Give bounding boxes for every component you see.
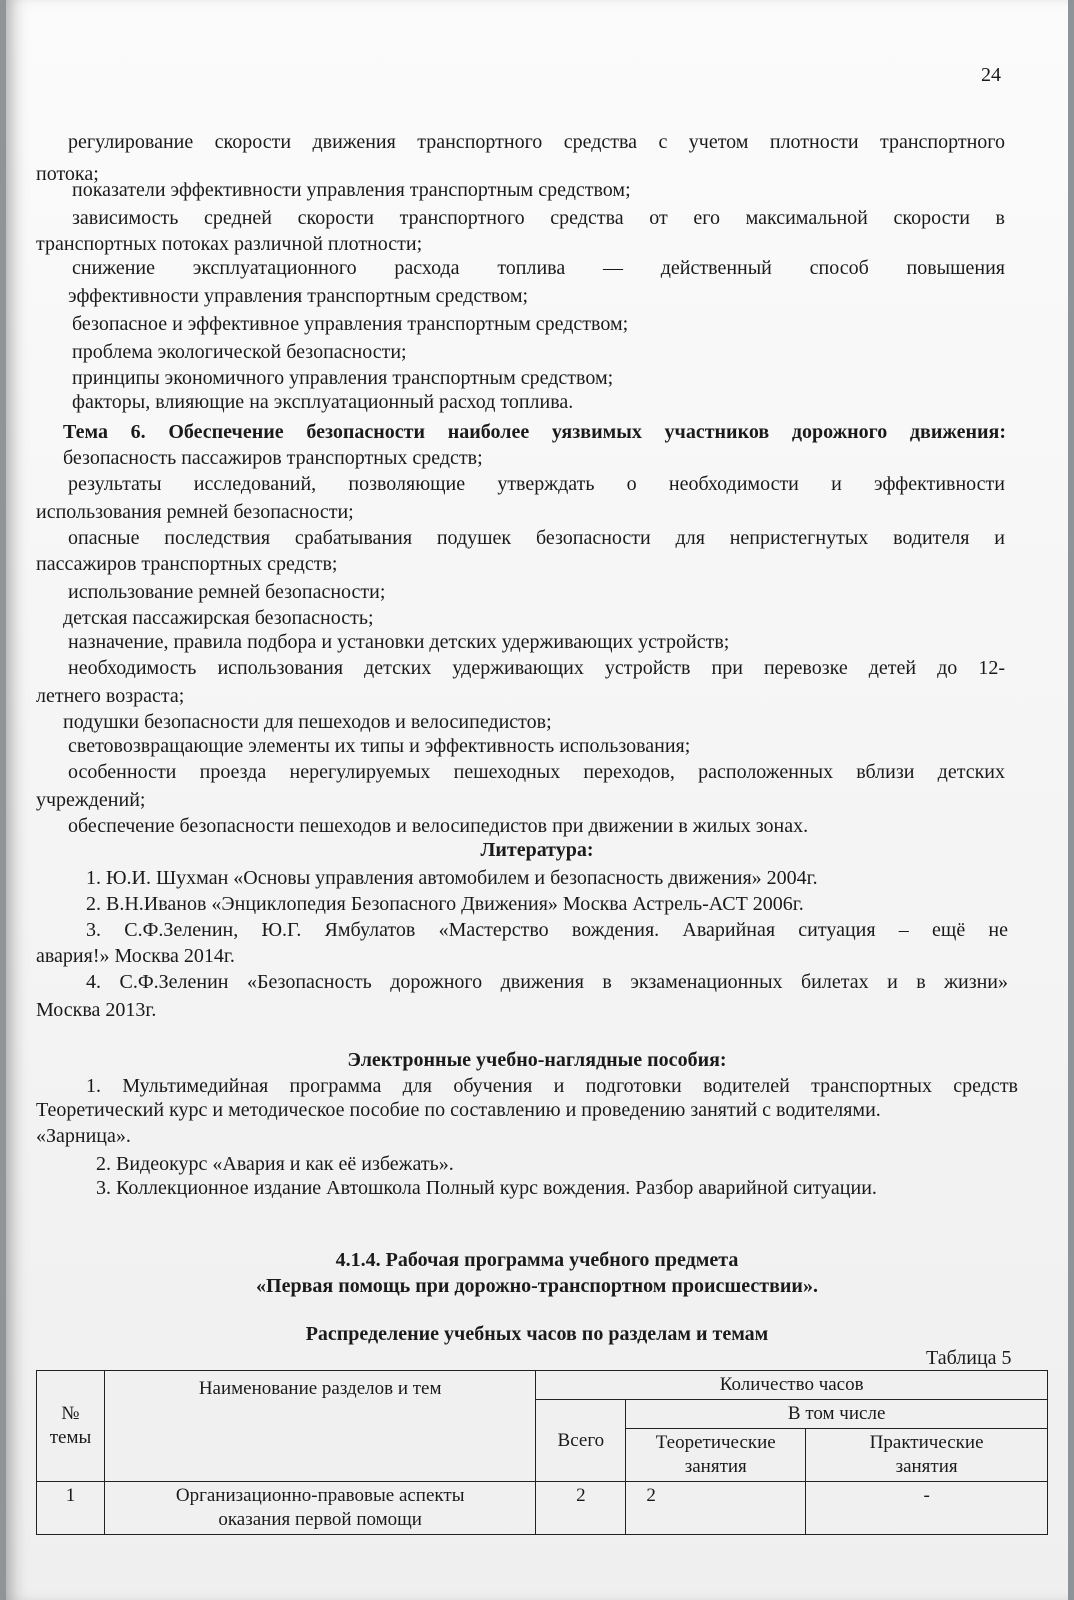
table-row xyxy=(37,1482,1048,1535)
text-line: обеспечение безопасности пешеходов и велосипедистов при движении в жилых зонах. xyxy=(68,815,809,837)
literature-item: 2. В.Н.Иванов «Энциклопедия Безопасного Движения» Москва Астрель-АСТ 2006г. xyxy=(86,893,804,915)
literature-item: 1. Ю.И. Шухман «Основы управления автомобилем и безопасность движения» 2004г. xyxy=(86,867,818,889)
literature-item: Москва 2013г. xyxy=(36,999,157,1021)
header-practice: Практические занятия xyxy=(806,1429,1048,1482)
text-line: снижение эксплуатационного расхода топлива — действенный способ повышения xyxy=(72,257,1005,279)
text-line: подушки безопасности для пешеходов и велосипедистов; xyxy=(63,711,552,733)
text-line: безопасное и эффективное управления транспортным средством; xyxy=(72,313,629,335)
text-line: показатели эффективности управления транспортным средством; xyxy=(72,179,631,201)
row-total: 2 xyxy=(536,1482,626,1535)
header-topic-number: № темы xyxy=(37,1371,105,1482)
text-line: проблема экологической безопасности; xyxy=(72,341,407,363)
row-theory: 2 xyxy=(626,1482,806,1535)
text-line: потока; xyxy=(36,163,99,185)
header-total: Всего xyxy=(536,1400,626,1482)
row-practice: - xyxy=(806,1482,1048,1535)
topic-heading: Тема 6. Обеспечение безопасности наиболее уязвимых участников дорожного движения: xyxy=(63,421,1006,443)
text-line: эффективности управления транспортным средством; xyxy=(68,285,529,307)
e-aid-item: 2. Видеокурс «Авария и как её избежать». xyxy=(96,1153,454,1175)
e-aid-item: «Зарница». xyxy=(36,1125,131,1147)
text-line: детская пассажирская безопасность; xyxy=(63,607,374,629)
header-hours: Количество часов xyxy=(536,1371,1048,1400)
text-line: использования ремней безопасности; xyxy=(36,501,354,523)
e-aid-item: Теоретический курс и методическое пособие по составлению и проведению занятий с водителями. xyxy=(36,1099,881,1121)
text-line: зависимость средней скорости транспортного средства от его максимальной скорости в xyxy=(72,207,1005,229)
header-theory: Теоретические занятия xyxy=(626,1429,806,1482)
text-line: факторы, влияющие на эксплуатационный расход топлива. xyxy=(72,391,574,413)
section-title: 4.1.4. Рабочая программа учебного предмета xyxy=(335,1249,739,1271)
text-line: учреждений; xyxy=(36,789,146,811)
literature-item: авария!» Москва 2014г. xyxy=(36,945,235,967)
text-line: опасные последствия срабатывания подушек безопасности для непристегнутых водителя и xyxy=(68,527,1005,549)
document-page xyxy=(6,0,1068,1600)
literature-title: Литература: xyxy=(480,839,594,861)
hours-table xyxy=(36,1370,1048,1535)
text-line: назначение, правила подбора и установки детских удерживающих устройств; xyxy=(68,631,730,653)
literature-item: 4. С.Ф.Зеленин «Безопасность дорожного движения в экзаменационных билетах и в жизни» xyxy=(86,971,1008,993)
text-line: транспортных потоках различной плотности; xyxy=(36,233,423,255)
text-line: безопасность пассажиров транспортных средств; xyxy=(63,447,483,469)
page-number: 24 xyxy=(981,64,1001,86)
literature-item: 3. С.Ф.Зеленин, Ю.Г. Ямбулатов «Мастерство вождения. Аварийная ситуация – ещё не xyxy=(86,919,1008,941)
text-line: необходимость использования детских удерживающих устройств при перевозке детей до 12- xyxy=(68,657,1005,679)
row-name: Организационно-правовые аспекты оказания первой помощи xyxy=(104,1482,535,1535)
header-topic-name: Наименование разделов и тем xyxy=(104,1371,535,1482)
text-line: регулирование скорости движения транспортного средства с учетом плотности транспортного xyxy=(68,131,1005,153)
section-subtitle: «Первая помощь при дорожно-транспортном происшествии». xyxy=(256,1275,818,1297)
text-line: принципы экономичного управления транспортным средством; xyxy=(72,367,614,389)
text-line: пассажиров транспортных средств; xyxy=(36,553,338,575)
table-caption: Таблица 5 xyxy=(926,1347,1012,1369)
eaids-title: Электронные учебно-наглядные пособия: xyxy=(347,1049,727,1071)
text-line: световозвращающие элементы их типы и эффективность использования; xyxy=(68,735,691,757)
e-aid-item: 3. Коллекционное издание Автошкола Полный курс вождения. Разбор аварийной ситуации. xyxy=(96,1177,877,1199)
text-line: особенности проезда нерегулируемых пешеходных переходов, расположенных вблизи детских xyxy=(68,761,1005,783)
header-including: В том числе xyxy=(626,1400,1048,1429)
e-aid-item: 1. Мультимедийная программа для обучения и подготовки водителей транспортных средств xyxy=(86,1075,1018,1097)
text-line: летнего возраста; xyxy=(36,685,185,707)
distribution-title: Распределение учебных часов по разделам и темам xyxy=(305,1323,769,1345)
text-line: использование ремней безопасности; xyxy=(68,581,386,603)
text-line: результаты исследований, позволяющие утверждать о необходимости и эффективности xyxy=(68,473,1005,495)
row-number: 1 xyxy=(37,1482,105,1535)
